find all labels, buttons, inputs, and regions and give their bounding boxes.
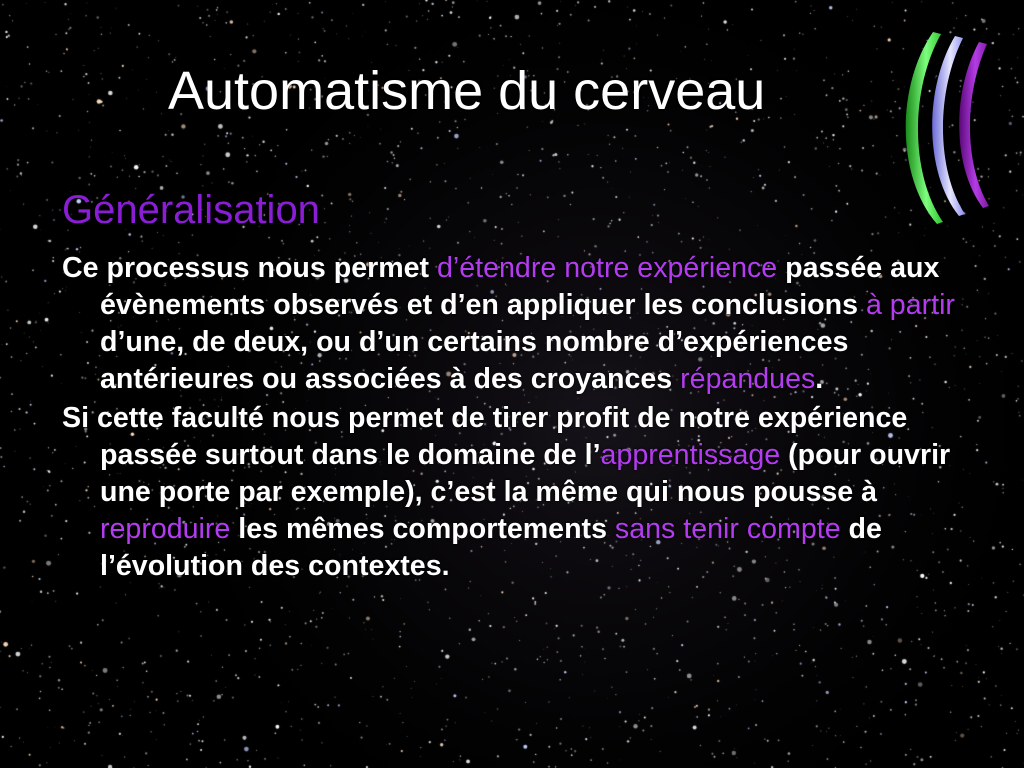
- slide-title: Automatisme du cerveau: [168, 61, 766, 121]
- highlighted-text: reproduire: [100, 513, 231, 545]
- highlighted-text: apprentissage: [600, 439, 781, 471]
- paragraph-text: d’une, de deux, ou d’un certains nombre d’expériences antérieures ou associées à des croyances: [100, 326, 849, 395]
- paragraph-text: (pour ouvrir une porte par exemple), c’est la même qui nous pousse à: [100, 439, 951, 508]
- paragraph-text: .: [815, 363, 824, 395]
- highlighted-text: à partir: [865, 289, 955, 321]
- highlighted-text: sans tenir compte: [614, 513, 841, 545]
- paragraph-text: passée aux évènements observés et d’en appliquer les conclusions: [100, 252, 940, 321]
- highlighted-text: répandues: [680, 363, 816, 395]
- three-arcs-logo-icon: [895, 28, 995, 228]
- slide-body: [62, 250, 962, 585]
- paragraph-text: Ce processus nous permet: [62, 252, 438, 284]
- highlighted-text: d’étendre notre expérience: [437, 252, 778, 284]
- body-paragraph: [62, 400, 962, 585]
- paragraph-text: les mêmes comportements: [230, 513, 615, 545]
- paragraph-text: de l’évolution des contextes.: [100, 513, 882, 582]
- section-heading: Généralisation: [62, 188, 320, 232]
- paragraph-text: Si cette faculté nous permet de tirer profit de notre expérience passée surtout dans le domaine de l’: [62, 402, 908, 471]
- logo-arc-purple: [959, 42, 989, 208]
- body-paragraph: [62, 250, 962, 398]
